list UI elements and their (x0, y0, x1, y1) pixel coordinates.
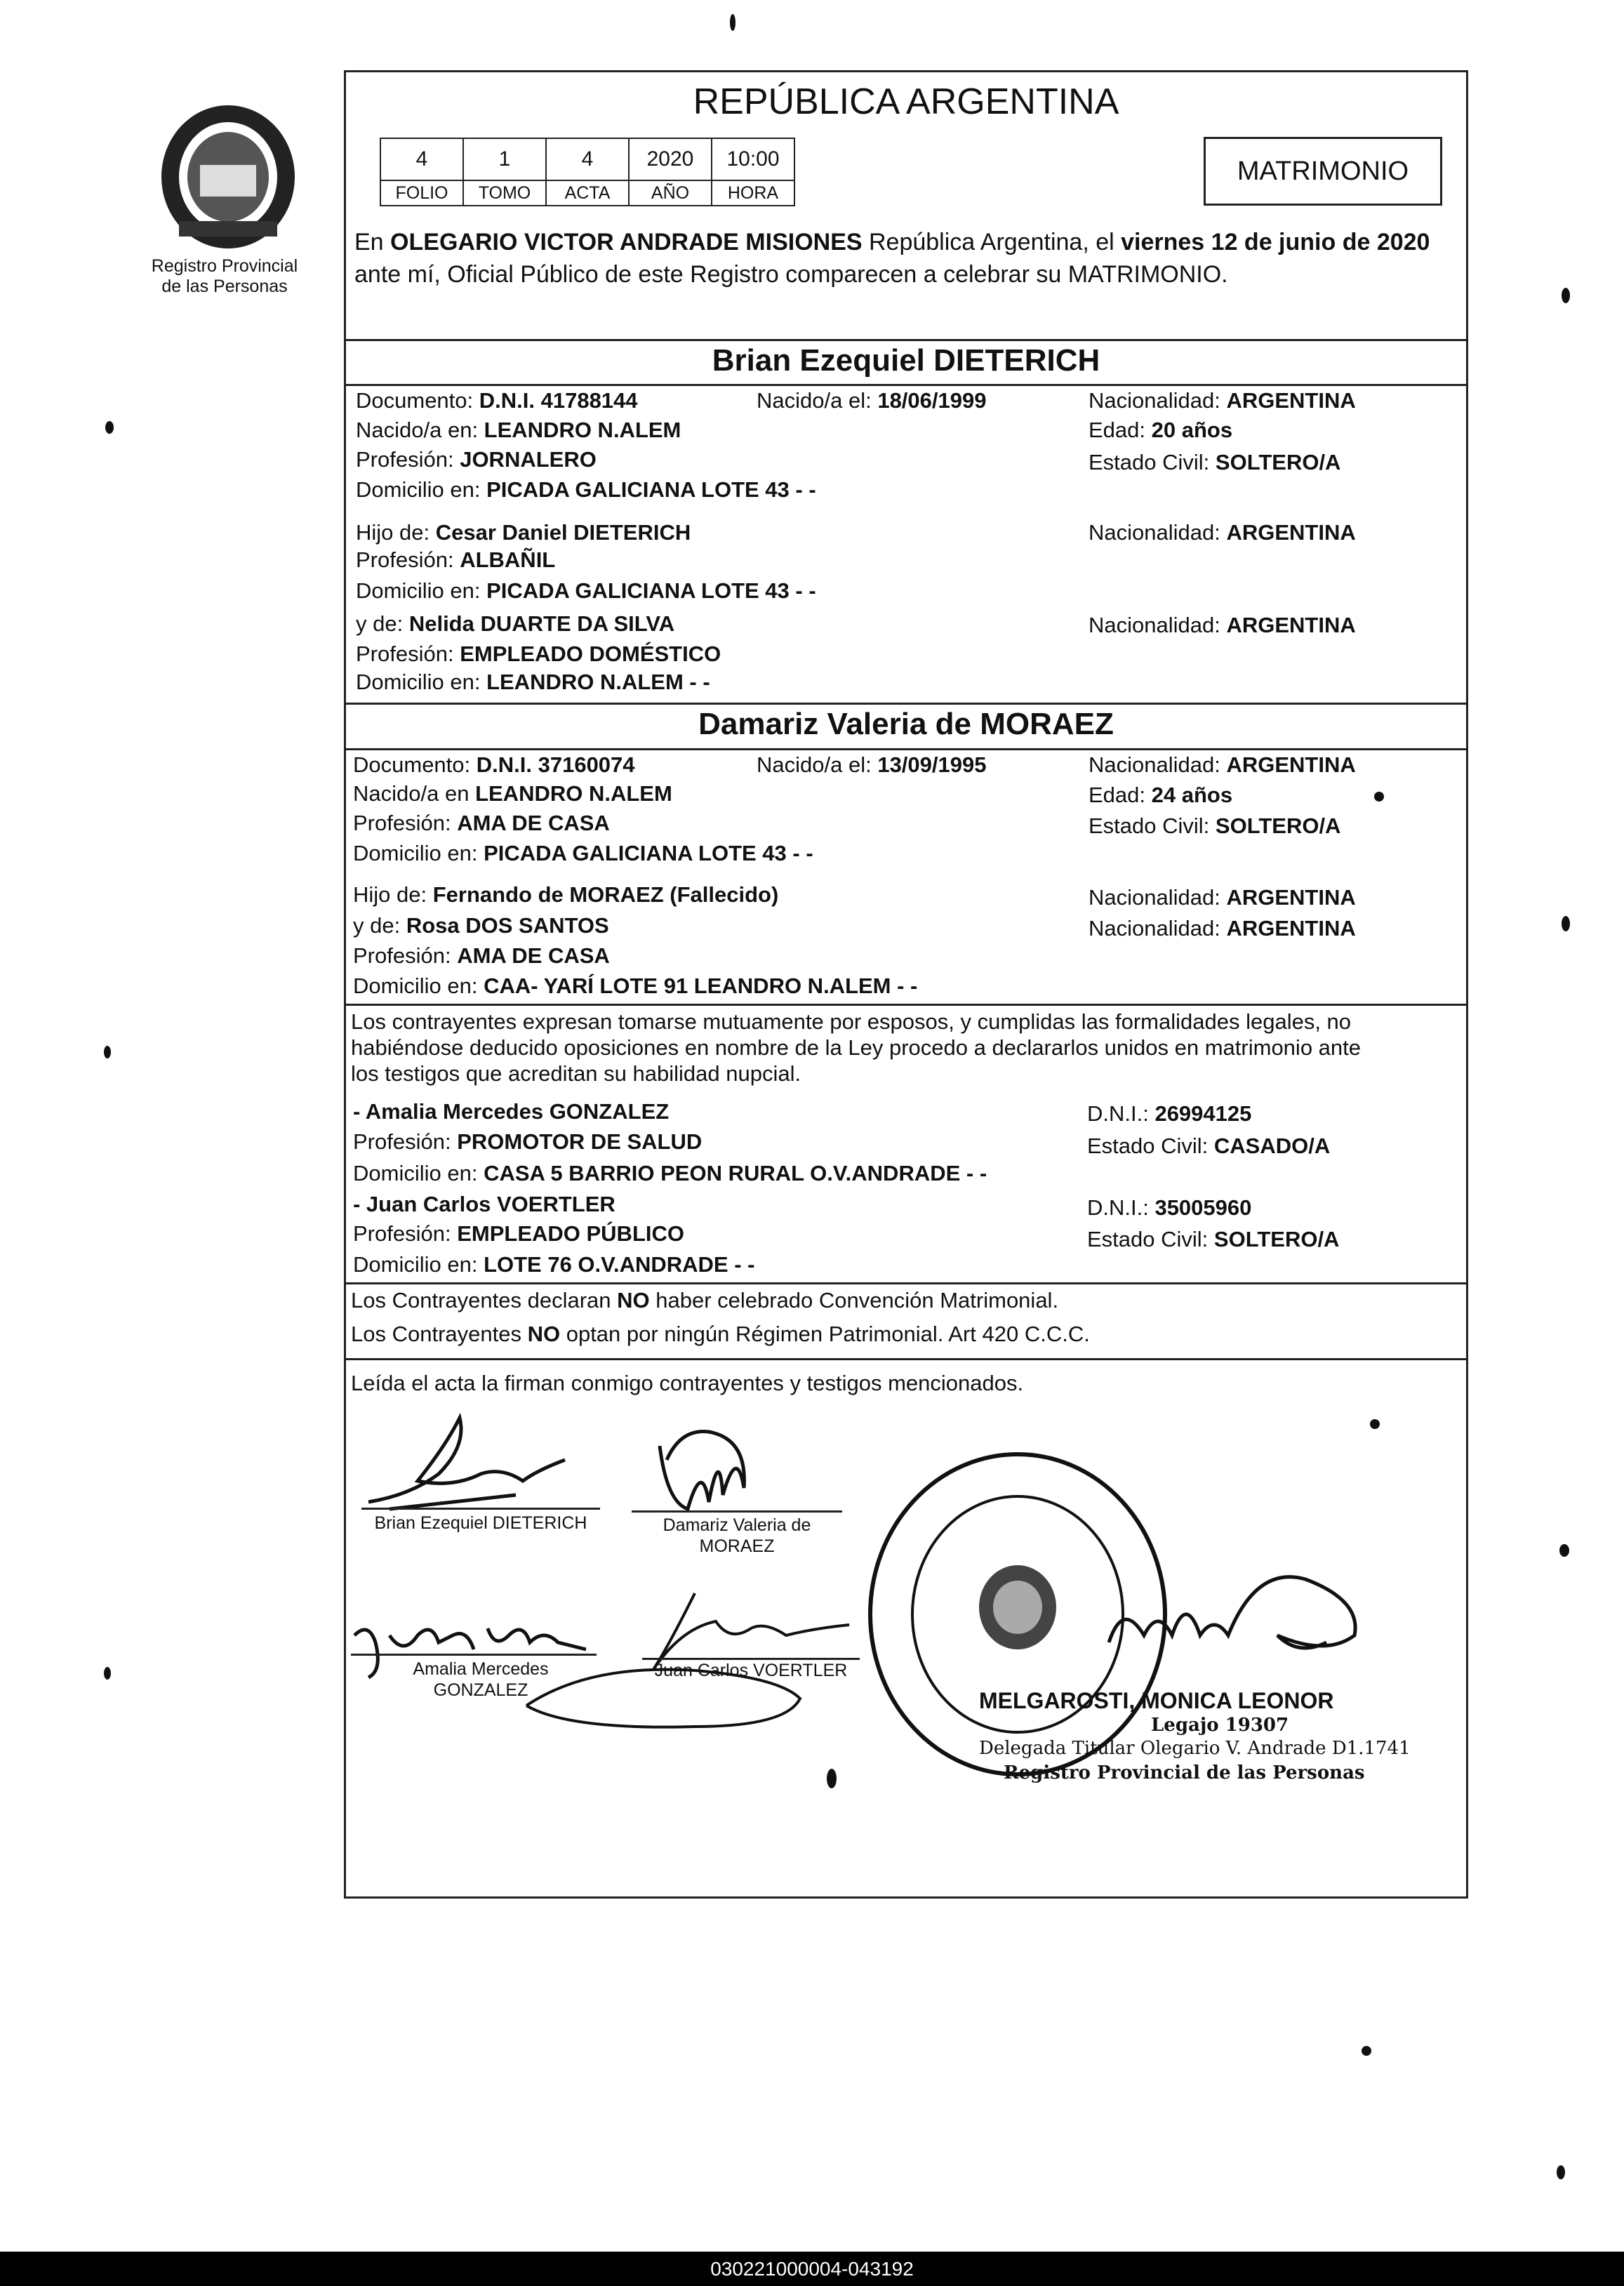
spouse2-age: Edad: 24 años (1089, 783, 1233, 807)
record-type-box: MATRIMONIO (1204, 137, 1442, 206)
acta-value: 4 (546, 138, 629, 180)
intro-place: OLEGARIO VICTOR ANDRADE MISIONES (390, 229, 863, 255)
witness2-name: - Juan Carlos VOERTLER (353, 1192, 615, 1216)
spouse1-age: Edad: 20 años (1089, 418, 1233, 442)
spouse1-document: Documento: D.N.I. 41788144 (356, 388, 638, 413)
scan-speck (104, 1046, 111, 1058)
spouse1-mother: y de: Nelida DUARTE DA SILVA (356, 611, 675, 636)
spouse2-mother-nationality: Nacionalidad: ARGENTINA (1089, 916, 1356, 941)
spouse1-father: Hijo de: Cesar Daniel DIETERICH (356, 520, 691, 545)
intro-suffix: ante mí, Oficial Público de este Registro comparecen a celebrar su MATRIMONIO. (354, 261, 1228, 288)
intro-date-2: de 2020 (1342, 229, 1430, 255)
anio-label: AÑO (629, 180, 712, 206)
spouse1-father-profession: Profesión: ALBAÑIL (356, 547, 556, 572)
spouse1-father-nationality: Nacionalidad: ARGENTINA (1089, 520, 1356, 545)
signature-damariz (639, 1418, 779, 1523)
scan-speck (105, 421, 114, 434)
signature-name-4: Juan Carlos VOERTLER (654, 1661, 848, 1680)
signature-line (361, 1508, 600, 1510)
scan-speck (730, 14, 736, 31)
official-title: Delegada Titular Olegario V. Andrade D1.1741 (979, 1738, 1411, 1759)
signature-line (632, 1510, 842, 1513)
scan-speck (1362, 2046, 1371, 2056)
spouse2-father-nationality: Nacionalidad: ARGENTINA (1089, 885, 1356, 910)
spouse1-mother-profession: Profesión: EMPLEADO DOMÉSTICO (356, 642, 721, 666)
intro-paragraph (354, 226, 1463, 291)
declaration-line3: los testigos que acreditan su habilidad nupcial. (351, 1061, 801, 1086)
spouse1-civil-status: Estado Civil: SOLTERO/A (1089, 450, 1341, 474)
spouse2-birthplace: Nacido/a en LEANDRO N.ALEM (353, 781, 672, 806)
official-office: Registro Provincial de las Personas (1004, 1762, 1365, 1783)
document-title: REPÚBLICA ARGENTINA (693, 81, 1119, 122)
convention-line1: Los Contrayentes declaran NO haber celebrado Convención Matrimonial. (351, 1288, 1059, 1313)
witness2-civil-status: Estado Civil: SOLTERO/A (1087, 1227, 1340, 1251)
divider (344, 703, 1468, 705)
scan-speck (1557, 2165, 1565, 2179)
official-signature (1095, 1558, 1390, 1684)
scan-speck (104, 1667, 111, 1680)
hora-label: HORA (712, 180, 794, 206)
witness2-dni: D.N.I.: 35005960 (1087, 1195, 1252, 1220)
witness1-civil-status: Estado Civil: CASADO/A (1087, 1134, 1331, 1158)
declaration-paragraph (351, 1009, 1467, 1086)
divider (344, 1358, 1468, 1360)
record-table (380, 138, 795, 206)
convention-line2: Los Contrayentes NO optan por ningún Régimen Patrimonial. Art 420 C.C.C. (351, 1322, 1090, 1346)
divider (344, 339, 1468, 341)
spouse2-mother: y de: Rosa DOS SANTOS (353, 913, 609, 938)
spouse2-nationality: Nacionalidad: ARGENTINA (1089, 752, 1356, 777)
signatures-intro: Leída el acta la firman conmigo contrayentes y testigos mencionados. (351, 1371, 1024, 1395)
scan-speck (1562, 288, 1570, 303)
witness1-dni: D.N.I.: 26994125 (1087, 1101, 1252, 1126)
witness1-address: Domicilio en: CASA 5 BARRIO PEON RURAL O.V.ANDRADE - - (353, 1161, 987, 1185)
spouse1-name: Brian Ezequiel DIETERICH (712, 343, 1100, 378)
declaration-line2: habiéndose deducido oposiciones en nombre de la Ley procedo a declararlos unidos en matrimonio ante (351, 1035, 1362, 1060)
folio-value: 4 (380, 138, 463, 180)
signature-name-2: Damariz Valeria de MORAEZ (663, 1515, 811, 1556)
anio-value: 2020 (629, 138, 712, 180)
spouse2-civil-status: Estado Civil: SOLTERO/A (1089, 813, 1341, 838)
spouse1-nationality: Nacionalidad: ARGENTINA (1089, 388, 1356, 413)
spouse1-profession: Profesión: JORNALERO (356, 447, 597, 472)
signature-brian (361, 1404, 593, 1516)
logo-caption-line1: Registro Provincial (151, 256, 298, 276)
spouse1-father-address: Domicilio en: PICADA GALICIANA LOTE 43 - - (356, 578, 816, 603)
spouse1-mother-address: Domicilio en: LEANDRO N.ALEM - - (356, 670, 710, 694)
intro-prefix: En (354, 229, 391, 255)
province-seal-logo (151, 98, 305, 253)
intro-middle: República Argentina, el (862, 229, 1122, 255)
tomo-label: TOMO (463, 180, 546, 206)
spouse2-father: Hijo de: Fernando de MORAEZ (Fallecido) (353, 882, 779, 907)
official-legajo: Legajo 19307 (1151, 1715, 1289, 1736)
spouse2-profession: Profesión: AMA DE CASA (353, 811, 610, 835)
intro-date-1: viernes 12 de junio (1121, 229, 1336, 255)
official-name: MELGAROSTI, MONICA LEONOR (979, 1688, 1334, 1713)
spouse1-birthdate: Nacido/a el: 18/06/1999 (757, 388, 987, 413)
divider (344, 1282, 1468, 1284)
tomo-value: 1 (463, 138, 546, 180)
spouse1-mother-nationality: Nacionalidad: ARGENTINA (1089, 613, 1356, 637)
spouse2-document: Documento: D.N.I. 37160074 (353, 752, 635, 777)
scan-speck (827, 1769, 837, 1788)
declaration-line1: Los contrayentes expresan tomarse mutuamente por esposos, y cumplidas las formalidades legales, no (351, 1009, 1352, 1034)
witness1-profession: Profesión: PROMOTOR DE SALUD (353, 1129, 703, 1154)
spouse2-address: Domicilio en: PICADA GALICIANA LOTE 43 - - (353, 841, 813, 865)
signature-name-1: Brian Ezequiel DIETERICH (374, 1513, 587, 1533)
spouse1-birthplace: Nacido/a en: LEANDRO N.ALEM (356, 418, 681, 442)
spouse2-name: Damariz Valeria de MORAEZ (698, 707, 1114, 741)
scan-speck (1562, 916, 1570, 931)
logo-caption-line2: de las Personas (161, 277, 288, 296)
spouse2-mother-address: Domicilio en: CAA- YARÍ LOTE 91 LEANDRO N.ALEM - - (353, 973, 918, 998)
divider (344, 1004, 1468, 1006)
scan-speck (1559, 1544, 1569, 1557)
spouse2-mother-profession: Profesión: AMA DE CASA (353, 943, 610, 968)
spouse1-address: Domicilio en: PICADA GALICIANA LOTE 43 - - (356, 477, 816, 502)
witness2-address: Domicilio en: LOTE 76 O.V.ANDRADE - - (353, 1252, 755, 1277)
signature-name-3: Amalia Mercedes GONZALEZ (413, 1659, 549, 1700)
spouse2-birthdate: Nacido/a el: 13/09/1995 (757, 752, 987, 777)
acta-label: ACTA (546, 180, 629, 206)
scan-speck (1374, 792, 1384, 802)
scan-speck (1370, 1419, 1380, 1429)
witness2-profession: Profesión: EMPLEADO PÚBLICO (353, 1221, 684, 1246)
hora-value: 10:00 (712, 138, 794, 180)
folio-label: FOLIO (380, 180, 463, 206)
logo-caption (112, 256, 337, 297)
witness1-name: - Amalia Mercedes GONZALEZ (353, 1099, 670, 1124)
document-barcode-footer: 030221000004-043192 (0, 2252, 1624, 2286)
